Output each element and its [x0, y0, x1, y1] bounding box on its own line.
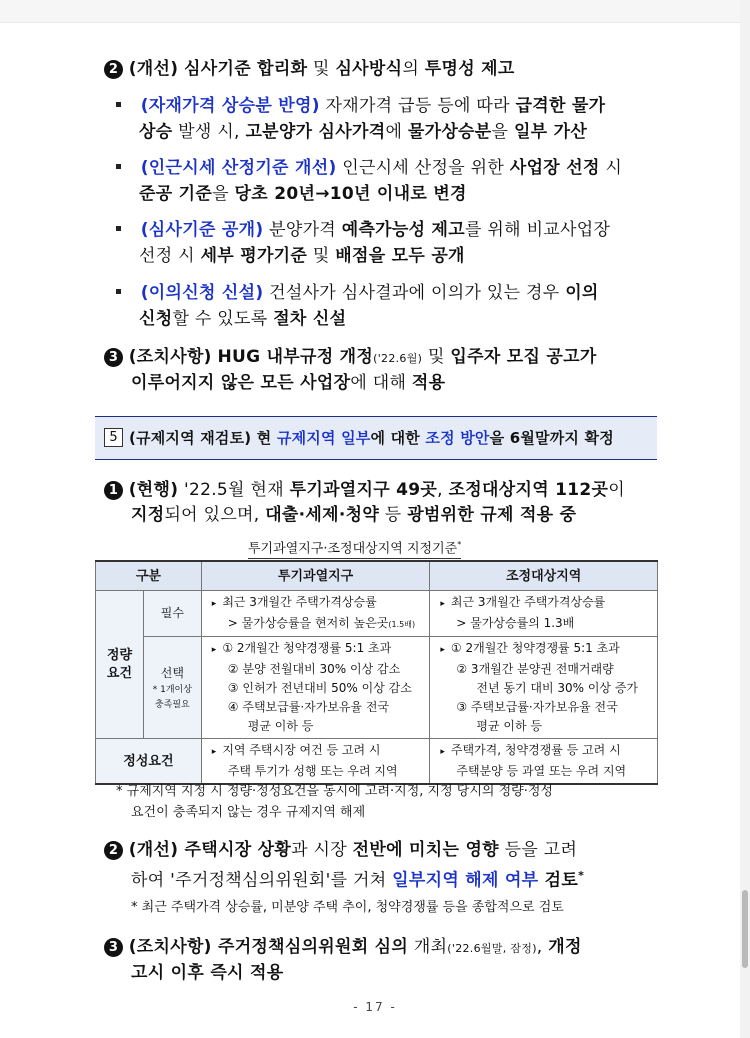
bullet-text: 당초 20년→10년 이내로 변경 [234, 184, 467, 204]
cell-text: 평균 이하 등 [247, 719, 314, 733]
table-title [248, 536, 461, 559]
section-title-part: 현 [251, 429, 277, 447]
body-text: 에 대해 [350, 373, 412, 393]
section-title-part: 조정 방안 [425, 429, 490, 447]
body-text: 검토 [538, 870, 579, 891]
body-text: 하여 '주거정책심의위원회'를 거쳐 [131, 870, 393, 891]
heading-text: 심사방식 [335, 59, 403, 79]
circled-number: 1 [104, 481, 123, 500]
cell-text: > 물가상승률을 현저히 높은곳 [227, 616, 389, 630]
s5-paragraph-2-footnote: * 최근 주택가격 상승률, 미분양 주택 추이, 청약경쟁률 등을 종합적으로 검토 [131, 900, 564, 915]
cell-text: 지역 주택시장 여건 등 고려 시 [222, 743, 381, 757]
bullet-label: (인근시세 산정기준 개선) [140, 158, 337, 178]
bullet-3-line-2 [139, 244, 465, 268]
bullet-text: 세부 평가기준 [200, 246, 308, 266]
designation-criteria-table [95, 560, 658, 785]
table-row [96, 739, 658, 785]
body-text: 지정 [131, 505, 165, 525]
heading-text: 심사기준 합리화 [184, 59, 308, 79]
table-cell: ▸ 주택가격, 청약경쟁률 등 고려 시 주택분양 등 과열 또는 우려 지역 [430, 739, 658, 785]
bullet-1-line-2 [139, 120, 587, 144]
bullet-text: 이의 [565, 283, 599, 303]
table-cell: ▸ 지역 주택시장 여건 등 고려 시 주택 투기가 성행 또는 우려 지역 [201, 739, 430, 785]
cell-text: 최근 3개월간 주택가격상승률 [450, 595, 606, 609]
table-cell: ▸ ① 2개월간 청약경쟁률 5:1 초과 ② 분양 전월대비 30% 이상 감소 ③ 인허가 전년대비 50% 이상 감소 ④ 주택보급률·자가보유율 전국 평균 이하 등 [201, 637, 430, 739]
bullet-text: 자재가격 급등 등에 따라 [319, 96, 516, 116]
bullet-text: 할 수 있도록 [172, 309, 274, 329]
bullet-text: 을 [491, 122, 514, 142]
bullet-text: 일부 가산 [513, 122, 588, 142]
table-footnote-line-2: 요건이 충족되지 않는 경우 규제지역 해제 [131, 805, 366, 820]
bullet-text: 고분양가 심사가격 [245, 122, 386, 142]
table-cell: ▸ 최근 3개월간 주택가격상승률 > 물가상승률의 1.3배 [430, 591, 658, 637]
bullet-text: 건설사가 심사결과에 이의가 있는 경우 [263, 283, 566, 303]
paragraph-3-line-2 [131, 371, 445, 395]
body-text: 개정 [548, 937, 582, 957]
scroll-track[interactable] [740, 0, 750, 1038]
bullet-label: (이의신청 신설) [140, 283, 264, 303]
table-row [96, 591, 658, 637]
page-top-edge [0, 0, 750, 23]
cell-text: ② 분양 전월대비 30% 이상 감소 [227, 662, 401, 676]
table-row [96, 637, 658, 739]
cell-text: ③ 인허가 전년대비 50% 이상 감소 [227, 681, 412, 695]
table-footnote-line-1: * 규제지역 지정 시 정량·정성요건을 동시에 고려·지정, 지정 당시의 정량·정성 [116, 784, 553, 799]
s5-paragraph-2-line-2 [131, 864, 584, 893]
square-bullet-icon [116, 102, 121, 107]
body-text: 등 [379, 505, 408, 525]
body-text: 입주자 모집 공고가 [450, 347, 597, 367]
bullet-text: 예측가능성 제고 [341, 220, 465, 240]
body-text: , [536, 937, 549, 957]
body-text: 조정대상지역 112곳 [448, 480, 609, 500]
tag: (개선) [128, 840, 179, 860]
body-text: 주택시장 상황 [178, 840, 292, 860]
body-text: 대출·세제·청약 [265, 505, 380, 525]
table-header-cell: 조정대상지역 [430, 561, 658, 591]
bullet-text: 를 위해 비교사업장 [465, 220, 611, 240]
circled-number: 3 [104, 348, 123, 367]
s5-paragraph-1-line-2 [131, 503, 576, 527]
cell-text: > 물가상승률의 1.3배 [456, 616, 575, 630]
table-header-cell: 투기과열지구 [201, 561, 430, 591]
bullet-2-line-1 [116, 156, 622, 180]
body-text: 이루어지지 않은 모든 사업장 [131, 373, 351, 393]
body-text: 일부지역 해제 여부 [392, 870, 539, 891]
body-text: 주거정책심의위원회 심의 [211, 937, 409, 957]
body-text: , [437, 480, 449, 500]
bullet-text: 사업장 선정 [509, 158, 600, 178]
cell-text: 주택가격, 청약경쟁률 등 고려 시 [450, 743, 621, 757]
cell-text: ③ 주택보급률·자가보유율 전국 [456, 700, 618, 714]
tag: (조치사항) [128, 937, 212, 957]
bullet-text: 발생 시, [172, 122, 246, 142]
footnote-mark: * [457, 540, 462, 549]
bullet-3-line-1 [116, 218, 610, 242]
table-header-row [96, 561, 658, 591]
section-number: 5 [104, 428, 123, 447]
table-title-text: 투기과열지구·조정대상지역 지정기준 [248, 541, 458, 557]
s5-paragraph-3-line-2 [131, 961, 283, 985]
circled-number: 2 [104, 841, 123, 860]
body-text: 고시 이후 즉시 적용 [131, 963, 284, 983]
bullet-text: 신청 [139, 309, 173, 329]
qualitative-requirement-label [96, 739, 202, 785]
quant-requirement-label [96, 591, 144, 739]
label-text: * 1개이상 [152, 684, 192, 695]
body-text: 적용 [411, 373, 446, 393]
page-number: - 17 - [353, 1000, 397, 1014]
cell-text: 주택분양 등 과열 또는 우려 지역 [456, 764, 627, 778]
body-text: 과 시장 [291, 840, 353, 860]
bullet-text: 상승 [139, 122, 173, 142]
heading-text: 및 [307, 59, 336, 79]
cell-text: 최근 3개월간 주택가격상승률 [222, 595, 377, 609]
body-text: 등을 고려 [498, 840, 578, 860]
bullet-text: 선정 시 [139, 246, 201, 266]
section-title-part: 에 대한 [370, 429, 426, 447]
section-title-part: 규제지역 일부 [276, 429, 371, 447]
cell-text: 주택 투기가 성행 또는 우려 지역 [227, 764, 398, 778]
section-title-part: 을 6월말까지 확정 [489, 429, 614, 447]
bullet-text: 절차 신설 [273, 309, 347, 329]
cell-text: ① 2개월간 청약경쟁률 5:1 초과 [450, 641, 620, 655]
paragraph-2-heading [104, 57, 515, 81]
cell-text: 전년 동기 대비 30% 이상 증가 [476, 681, 639, 695]
body-text: 되어 있으며, [164, 505, 266, 525]
body-text: 투기과열지구 49곳 [289, 480, 438, 500]
bullet-4-line-1 [116, 281, 599, 305]
bullet-1-line-1 [116, 94, 605, 118]
bullet-4-line-2 [139, 307, 346, 331]
tag: (개선) [128, 59, 179, 79]
table-cell: ▸ ① 2개월간 청약경쟁률 5:1 초과 ② 3개월간 분양권 전매거래량 전년 동기 대비 30% 이상 증가 ③ 주택보급률·자가보유율 전국 평균 이하 등 [430, 637, 658, 739]
square-bullet-icon [116, 164, 121, 169]
bullet-text: 에 [385, 122, 408, 142]
bullet-text: 준공 기준 [139, 184, 213, 204]
cell-text: 평균 이하 등 [476, 719, 542, 733]
circled-number: 3 [104, 938, 123, 957]
s5-paragraph-1-line-1 [104, 478, 625, 502]
label-text: 정성요건 [123, 753, 174, 769]
heading-text: 의 [402, 59, 425, 79]
body-text: '22.5월 현재 [178, 480, 290, 500]
body-text: 이 [608, 480, 625, 500]
cell-text: (1.5배) [388, 620, 416, 629]
tag: (현행) [128, 480, 179, 500]
table-cell: ▸ 최근 3개월간 주택가격상승률 > 물가상승률을 현저히 높은곳(1.5배) [201, 591, 430, 637]
label-text: 정량 요건 [106, 647, 133, 681]
footnote-mark: * [578, 869, 585, 882]
label-text: 충족필요 [154, 699, 190, 710]
s5-paragraph-3-line-1 [104, 935, 582, 961]
square-bullet-icon [116, 226, 121, 231]
label-text: 선택 [160, 665, 184, 680]
square-bullet-icon [116, 289, 121, 294]
label-text: 필수 [160, 606, 184, 620]
bullet-text: 인근시세 산정을 위한 [336, 158, 510, 178]
body-text: ('22.6월말, 잠정) [447, 942, 537, 955]
bullet-label: (자재가격 상승분 반영) [140, 96, 320, 116]
circled-number: 2 [104, 60, 123, 79]
section-title-part: (규제지역 재검토) [129, 429, 252, 447]
section-title [129, 426, 614, 450]
body-text: HUG 내부규정 개정 [217, 347, 374, 367]
bullet-label: (심사기준 공개) [140, 220, 264, 240]
cell-text: ④ 주택보급률·자가보유율 전국 [227, 700, 390, 714]
bullet-text: 급격한 물가 [515, 96, 606, 116]
bullet-text: 시 [599, 158, 623, 178]
cell-text: ① 2개월간 청약경쟁률 5:1 초과 [222, 641, 392, 655]
body-text: 개최 [408, 937, 448, 957]
table-header-cell: 구분 [96, 561, 202, 591]
heading-text: 투명성 제고 [424, 59, 515, 79]
body-text: 광범위한 규제 적용 중 [407, 505, 577, 525]
body-text: 전반에 미치는 영향 [352, 840, 499, 860]
paragraph-3-line-1 [104, 345, 597, 371]
tag: (조치사항) [128, 347, 212, 367]
cell-text: ② 3개월간 분양권 전매거래량 [456, 662, 614, 676]
s5-paragraph-2-line-1 [104, 838, 577, 862]
bullet-text: 물가상승분 [407, 122, 492, 142]
body-text: 및 [422, 347, 451, 367]
bullet-text: 및 [307, 246, 336, 266]
bullet-text: 분양가격 [263, 220, 342, 240]
select-label [143, 637, 201, 739]
scrollbar-thumb[interactable] [742, 890, 748, 968]
required-label [143, 591, 201, 637]
bullet-text: 을 [212, 184, 235, 204]
section-5-header [95, 416, 657, 460]
body-text: ('22.6월) [373, 352, 423, 365]
bullet-text: 배점을 모두 공개 [335, 246, 465, 266]
bullet-2-line-2 [139, 182, 467, 206]
